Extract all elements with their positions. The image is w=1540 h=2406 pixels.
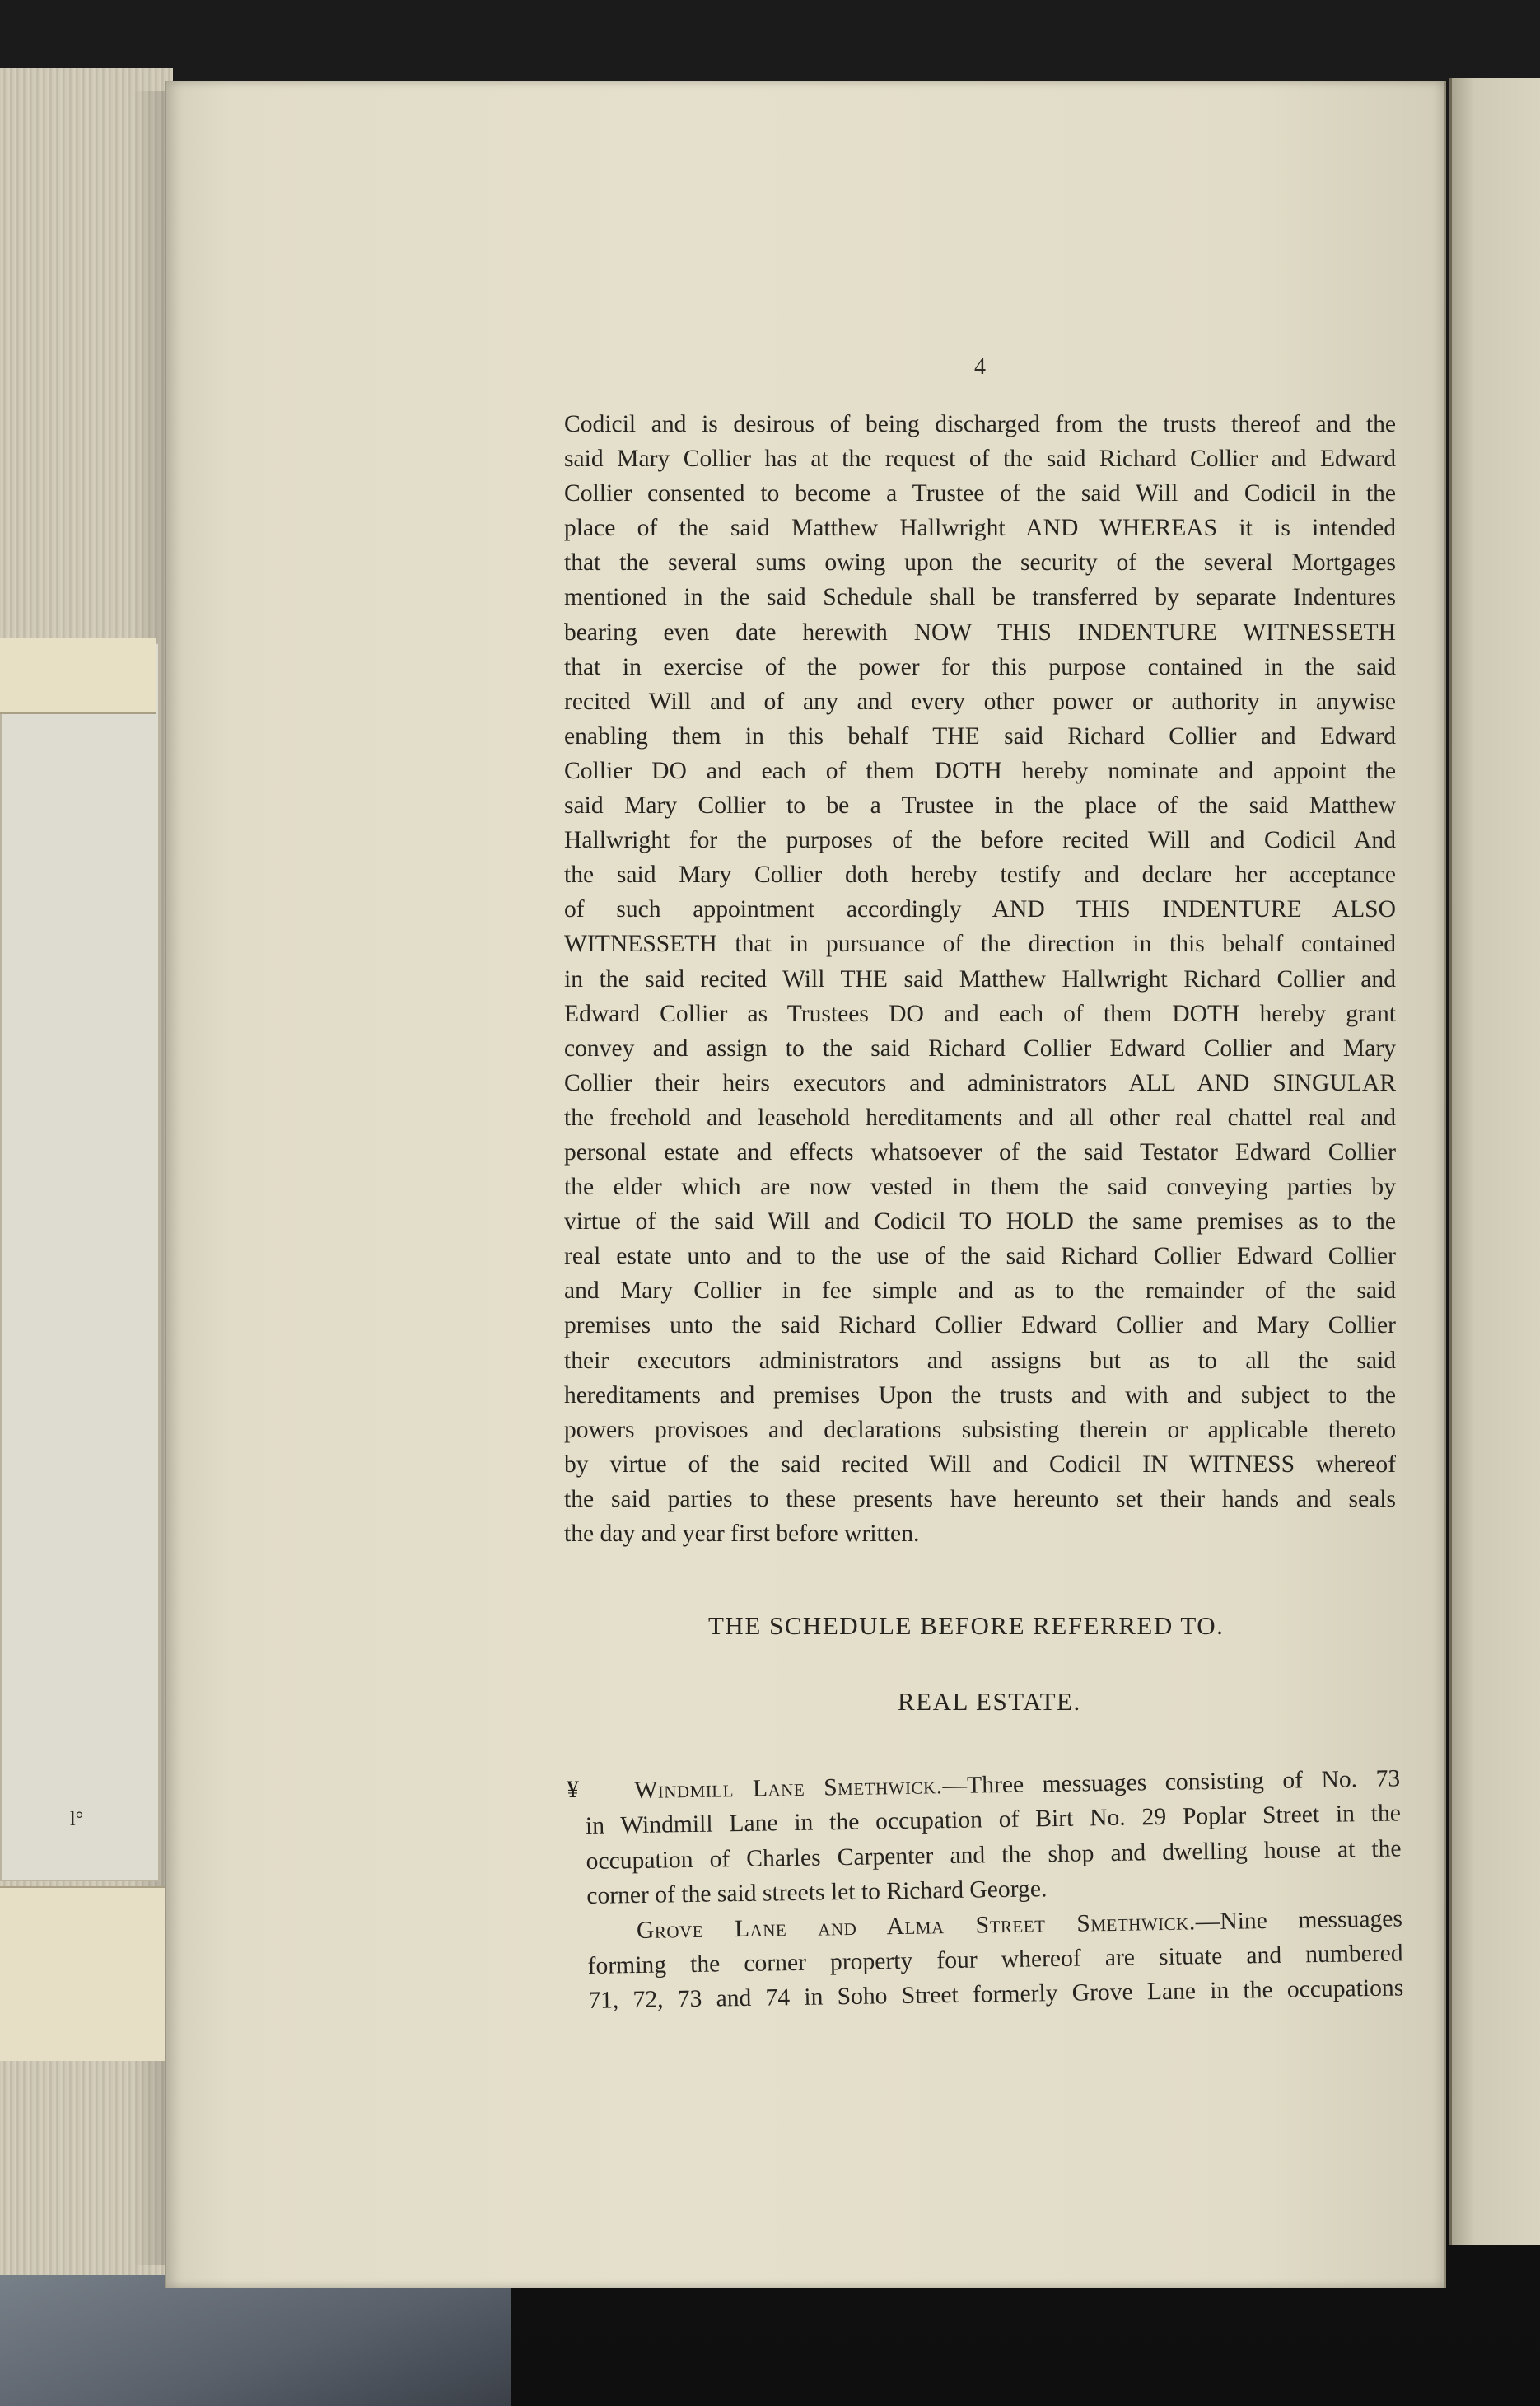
schedule-entry: [587, 1901, 1404, 2019]
entry-line: 71, 72, 73 and 74 in Soho Street formerly Grove Lane in the occupations: [588, 1974, 1404, 2015]
text-line: real estate unto and to the use of the said Richard Collier Edward Collier: [564, 1243, 1396, 1270]
text-line: Hallwright for the purposes of the before recited Will and Codicil And: [564, 827, 1396, 854]
page-number: 4: [974, 354, 986, 380]
margin-annotation: l°: [70, 1809, 84, 1830]
text-line: of such appointment accordingly AND THIS INDENTURE ALSO: [564, 896, 1396, 923]
text-line: their executors administrators and assigns but as to all the said: [564, 1347, 1396, 1374]
text-line: hereditaments and premises Upon the trusts and with and subject to the: [564, 1381, 1396, 1409]
text-line: the elder which are now vested in them the said conveying parties by: [564, 1174, 1396, 1201]
text-line: that the several sums owing upon the security of the several Mortgages: [564, 549, 1396, 577]
text-line: the said Mary Collier doth hereby testify and declare her acceptance: [564, 862, 1396, 889]
text-line: personal estate and effects whatsoever of the said Testator Edward Collier: [564, 1138, 1396, 1166]
text-line: Codicil and is desirous of being discharged from the trusts thereof and the: [564, 411, 1396, 437]
schedule-entries: [585, 1761, 1404, 2018]
text-line: said Mary Collier has at the request of the said Richard Collier and Edward: [564, 446, 1396, 473]
text-line: convey and assign to the said Richard Collier Edward Collier and Mary: [564, 1035, 1396, 1062]
text-line: Collier consented to become a Trustee of the said Will and Codicil in the: [564, 480, 1396, 507]
text-line: place of the said Matthew Hallwright AND WHEREAS it is intended: [564, 515, 1396, 542]
paper-tab-top: [0, 638, 156, 714]
entry-line: in Windmill Lane in the occupation of Birt No. 29 Poplar Street in the: [585, 1800, 1402, 1840]
text-line: powers provisoes and declarations subsisting therein or applicable thereto: [564, 1416, 1396, 1443]
text-line: virtue of the said Will and Codicil TO HOLD the same premises as to the: [564, 1208, 1396, 1236]
entry-line: corner of the said streets let to Richard George.: [586, 1876, 1048, 1910]
text-line: the freehold and leasehold hereditaments and all other real chattel real and: [564, 1104, 1396, 1131]
inserted-paper-sheet: [0, 642, 160, 1881]
text-line: mentioned in the said Schedule shall be transferred by separate Indentures: [564, 584, 1396, 611]
text-line: said Mary Collier to be a Trustee in the place of the said Matthew: [564, 792, 1396, 820]
entry-line: forming the corner property four whereof are situate and numbered: [587, 1940, 1403, 1980]
entry-line: occupation of Charles Carpenter and the shop and dwelling house at the: [586, 1835, 1402, 1875]
text-line: by virtue of the said recited Will and Codicil IN WITNESS whereof: [564, 1451, 1396, 1478]
text-line: Edward Collier as Trustees DO and each of them DOTH hereby grant: [564, 1000, 1396, 1027]
entry-text: —Three messuages consisting of No. 73: [942, 1765, 1401, 1800]
text-line: enabling them in this behalf THE said Richard Collier and Edward: [564, 722, 1396, 750]
text-line: premises unto the said Richard Collier Edward Collier and Mary Collier: [564, 1312, 1396, 1339]
entry-heading: Windmill Lane Smethwick.: [634, 1773, 943, 1805]
schedule-heading: THE SCHEDULE BEFORE REFERRED TO.: [708, 1611, 1225, 1640]
text-line: that in exercise of the power for this purpose contained in the said: [564, 653, 1396, 680]
text-line: bearing even date herewith NOW THIS INDENTURE WITNESSETH: [564, 619, 1396, 646]
handwritten-margin-mark: ¥: [567, 1776, 579, 1803]
paper-tab-bottom: [0, 1886, 165, 2061]
text-line: recited Will and of any and every other power or authority in anywise: [564, 688, 1396, 715]
entry-heading: Grove Lane and Alma Street Smethwick.: [636, 1908, 1196, 1944]
indenture-body-text: [564, 407, 1396, 1551]
text-line: WITNESSETH that in pursuance of the direction in this behalf contained: [564, 931, 1396, 958]
entry-text: —Nine messuages: [1195, 1905, 1403, 1935]
text-line: the day and year first before written.: [564, 1521, 920, 1547]
text-line: the said parties to these presents have hereunto set their hands and seals: [564, 1485, 1396, 1512]
text-line: and Mary Collier in fee simple and as to the remainder of the said: [564, 1278, 1396, 1305]
schedule-entry: [585, 1761, 1402, 1913]
text-line: in the said recited Will THE said Matthew Hallwright Richard Collier and: [564, 965, 1396, 993]
text-line: Collier their heirs executors and administrators ALL AND SINGULAR: [564, 1069, 1396, 1096]
text-line: Collier DO and each of them DOTH hereby nominate and appoint the: [564, 757, 1396, 784]
right-facing-page-edge: [1449, 78, 1540, 2245]
real-estate-heading: REAL ESTATE.: [898, 1687, 1081, 1716]
